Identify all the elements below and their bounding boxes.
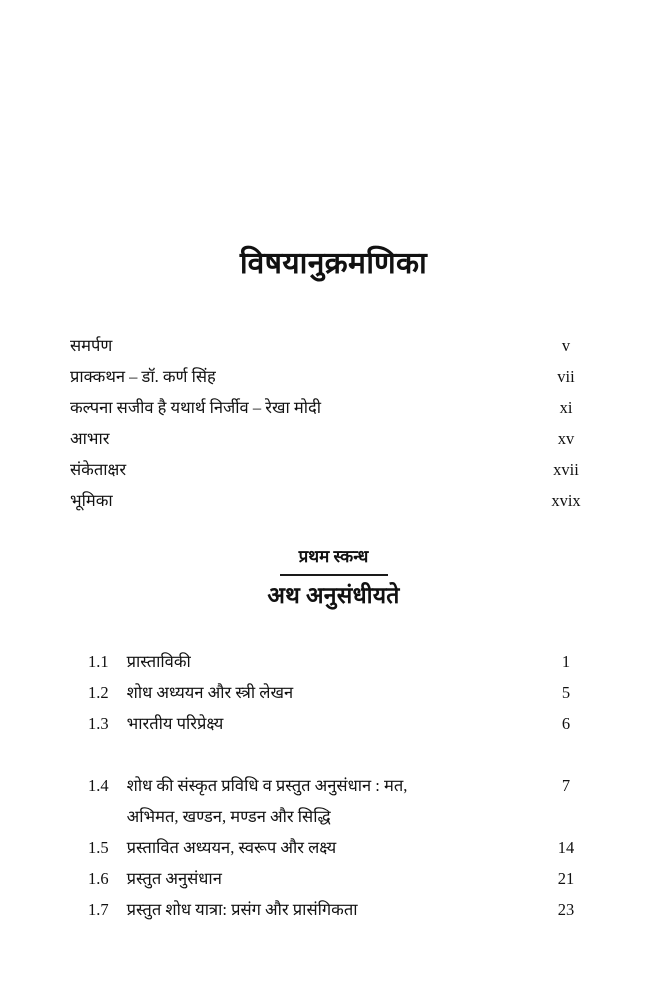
chapter-number: 1.2 [88, 683, 109, 702]
chapter-title-line: भारतीय परिप्रेक्ष्य [126, 714, 224, 733]
frontmatter-row[interactable] [70, 485, 598, 516]
chapter-list [70, 646, 598, 925]
chapter-page-number: 5 [561, 683, 571, 702]
frontmatter-row[interactable] [70, 392, 598, 423]
chapter-title-line: शोध की संस्कृत प्रविधि व प्रस्तुत अनुसंधान : मत, [126, 776, 408, 795]
frontmatter-row[interactable] [70, 330, 598, 361]
chapter-number: 1.6 [88, 869, 109, 888]
frontmatter-label: संकेताक्षर [70, 460, 127, 479]
chapter-title-line: प्रस्तुत अनुसंधान [126, 869, 222, 888]
chapter-title-line: शोध अध्ययन और स्त्री लेखन [126, 683, 294, 702]
chapter-title-line: प्रस्तावित अध्ययन, स्वरूप और लक्ष्य [126, 838, 337, 857]
chapter-title-line: प्रास्ताविकी [126, 652, 191, 671]
chapter-title [109, 708, 534, 739]
frontmatter-label: समर्पण [70, 336, 113, 355]
frontmatter-row[interactable] [70, 454, 598, 485]
chapter-page-number: 23 [557, 900, 575, 919]
frontmatter-page-number: xv [557, 429, 575, 448]
chapter-number: 1.1 [88, 652, 109, 671]
frontmatter-page-number: xvii [553, 460, 579, 479]
chapter-number: 1.7 [88, 900, 109, 919]
chapter-page-number: 14 [557, 838, 575, 857]
page-title: विषयानुक्रमणिका [239, 247, 428, 281]
chapter-title [109, 677, 534, 708]
frontmatter-list [70, 330, 598, 516]
chapter-row[interactable] [70, 863, 598, 894]
frontmatter-page-number: vii [557, 367, 575, 386]
chapter-row[interactable] [70, 708, 598, 739]
chapter-number: 1.5 [88, 838, 109, 857]
section-kicker: प्रथम स्कन्ध [298, 547, 369, 566]
chapter-page-number: 1 [561, 652, 571, 671]
frontmatter-page-number: xvix [551, 491, 581, 510]
chapter-title [109, 770, 534, 832]
heading-divider [280, 574, 388, 576]
chapter-number: 1.3 [88, 714, 109, 733]
chapter-row[interactable] [70, 677, 598, 708]
frontmatter-row[interactable] [70, 361, 598, 392]
frontmatter-label: आभार [70, 429, 110, 448]
chapter-row[interactable] [70, 832, 598, 863]
section-heading [0, 546, 667, 611]
chapter-page-number: 21 [557, 869, 575, 888]
chapter-title-line: प्रस्तुत शोध यात्रा: प्रसंग और प्रासंगिकता [126, 900, 358, 919]
frontmatter-page-number: xi [559, 398, 573, 417]
chapter-title-line: अभिमत, खण्डन, मण्डन और सिद्धि [126, 807, 331, 826]
chapter-row[interactable] [70, 739, 598, 832]
chapter-row[interactable] [70, 646, 598, 677]
chapter-title [109, 863, 534, 894]
frontmatter-label: प्राक्कथन – डॉ. कर्ण सिंह [70, 367, 216, 386]
chapter-number: 1.4 [88, 776, 109, 795]
chapter-title [109, 646, 534, 677]
frontmatter-label: भूमिका [70, 491, 113, 510]
chapter-title [109, 894, 534, 925]
chapter-page-number: 7 [561, 776, 571, 795]
frontmatter-page-number: v [561, 336, 571, 355]
chapter-row[interactable] [70, 894, 598, 925]
frontmatter-row[interactable] [70, 423, 598, 454]
chapter-page-number: 6 [561, 714, 571, 733]
frontmatter-label: कल्पना सजीव है यथार्थ निर्जीव – रेखा मोदी [70, 398, 322, 417]
section-title: अथ अनुसंधीयते [267, 582, 400, 608]
chapter-title [109, 832, 534, 863]
